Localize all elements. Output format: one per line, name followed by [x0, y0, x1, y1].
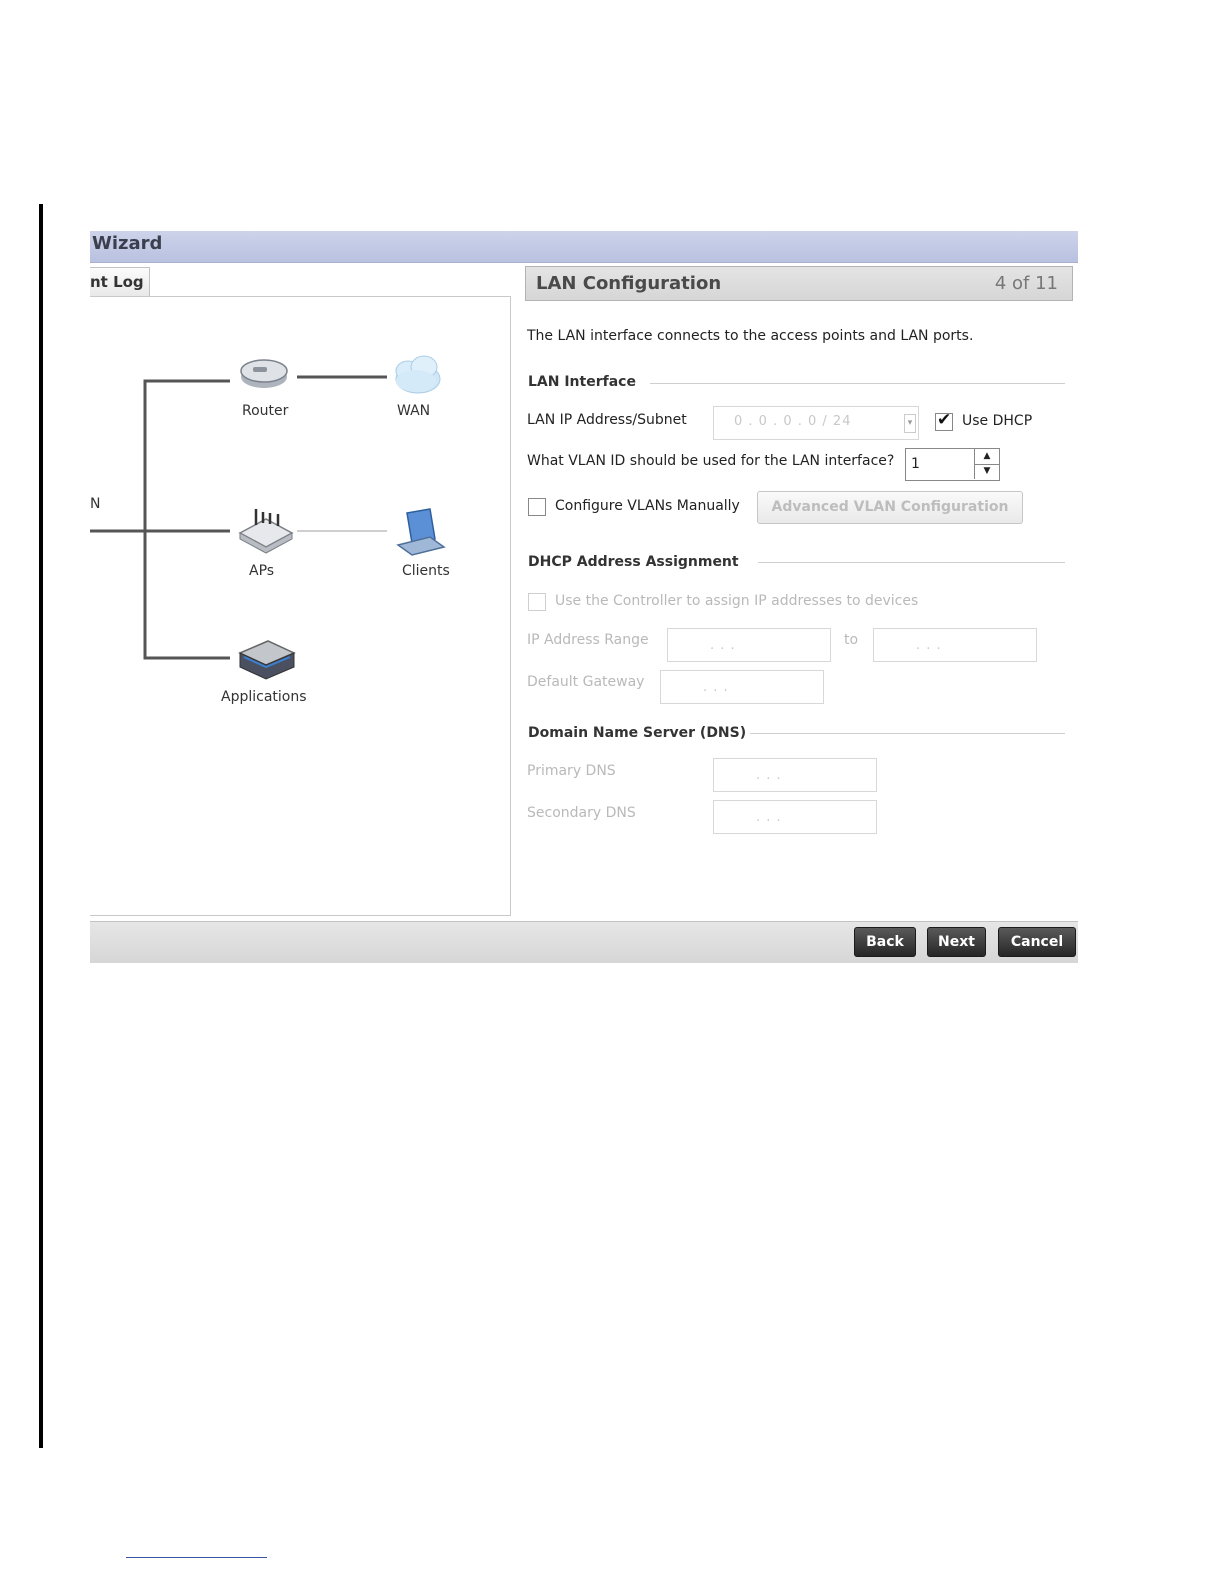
ip-range-start-input[interactable]	[667, 628, 831, 662]
access-point-icon	[240, 509, 292, 553]
cancel-button[interactable]: Cancel	[998, 927, 1076, 957]
use-controller-checkbox[interactable]	[528, 593, 546, 611]
secondary-dns-input[interactable]	[713, 800, 877, 834]
applications-label: Applications	[221, 689, 307, 705]
use-dhcp-checkbox[interactable]	[935, 410, 953, 431]
ip-dots: . . .	[916, 638, 942, 653]
tab-label: nt Log	[90, 273, 144, 291]
vlan-question: What VLAN ID should be used for the LAN interface?	[527, 453, 895, 469]
laptop-icon	[398, 509, 444, 555]
to-label: to	[844, 632, 859, 648]
advanced-vlan-button[interactable]: Advanced VLAN Configuration	[757, 491, 1023, 524]
section-divider	[750, 733, 1065, 734]
spinner-down-icon[interactable]: ▼	[974, 464, 999, 479]
configure-vlans-checkbox[interactable]	[528, 498, 546, 516]
chevron-down-icon[interactable]: ▾	[904, 414, 916, 433]
ip-dots: . . .	[756, 810, 782, 825]
wan-label: WAN	[397, 403, 431, 419]
topology-diagram	[90, 297, 510, 915]
router-label: Router	[242, 403, 289, 419]
wizard-titlebar	[90, 231, 1078, 263]
section-divider	[650, 383, 1065, 384]
ip-dots: . . .	[756, 768, 782, 783]
section-divider	[758, 562, 1065, 563]
spinner-up-icon[interactable]: ▲	[974, 449, 999, 465]
lan-label: N	[90, 496, 101, 512]
configure-vlans-label: Configure VLANs Manually	[555, 498, 740, 514]
back-button[interactable]: Back	[854, 927, 916, 957]
page-margin-rule	[39, 204, 43, 1448]
router-icon	[241, 360, 287, 388]
gateway-label: Default Gateway	[527, 674, 645, 690]
secondary-dns-label: Secondary DNS	[527, 805, 636, 821]
checkmark-icon: ✔	[937, 410, 952, 430]
ip-dots: . . .	[703, 680, 729, 695]
step-description: The LAN interface connects to the access points and LAN ports.	[527, 328, 974, 344]
window-title: Wizard	[92, 233, 163, 254]
wizard-window	[90, 231, 1078, 964]
clients-label: Clients	[402, 563, 450, 579]
gateway-input[interactable]	[660, 670, 824, 704]
lan-ip-input[interactable]	[713, 406, 919, 440]
cloud-icon	[396, 356, 440, 393]
primary-dns-input[interactable]	[713, 758, 877, 792]
step-header	[525, 266, 1073, 301]
trunk-line	[145, 381, 230, 658]
use-dhcp-label: Use DHCP	[962, 413, 1033, 429]
ip-range-label: IP Address Range	[527, 632, 649, 648]
aps-label: APs	[249, 563, 275, 579]
next-button[interactable]: Next	[927, 927, 986, 957]
ip-range-end-input[interactable]	[873, 628, 1037, 662]
wizard-button-bar	[90, 921, 1078, 963]
footer-link-underline	[126, 1557, 267, 1558]
step-counter: 4 of 11	[994, 273, 1058, 294]
lan-interface-heading: LAN Interface	[528, 374, 636, 390]
primary-dns-label: Primary DNS	[527, 763, 616, 779]
server-icon	[240, 641, 294, 679]
use-controller-label: Use the Controller to assign IP addresses to devices	[555, 593, 919, 609]
dhcp-heading: DHCP Address Assignment	[528, 554, 739, 570]
tab-event-log[interactable]	[90, 267, 150, 296]
lan-ip-value: 0 . 0 . 0 . 0 / 24	[734, 414, 852, 429]
vlan-id-spinner[interactable]	[905, 448, 1000, 481]
topology-panel	[90, 296, 511, 916]
lan-ip-label: LAN IP Address/Subnet	[527, 412, 687, 428]
step-title: LAN Configuration	[536, 273, 722, 294]
dns-heading: Domain Name Server (DNS)	[528, 725, 747, 741]
ip-dots: . . .	[710, 638, 736, 653]
vlan-id-value: 1	[911, 456, 920, 472]
